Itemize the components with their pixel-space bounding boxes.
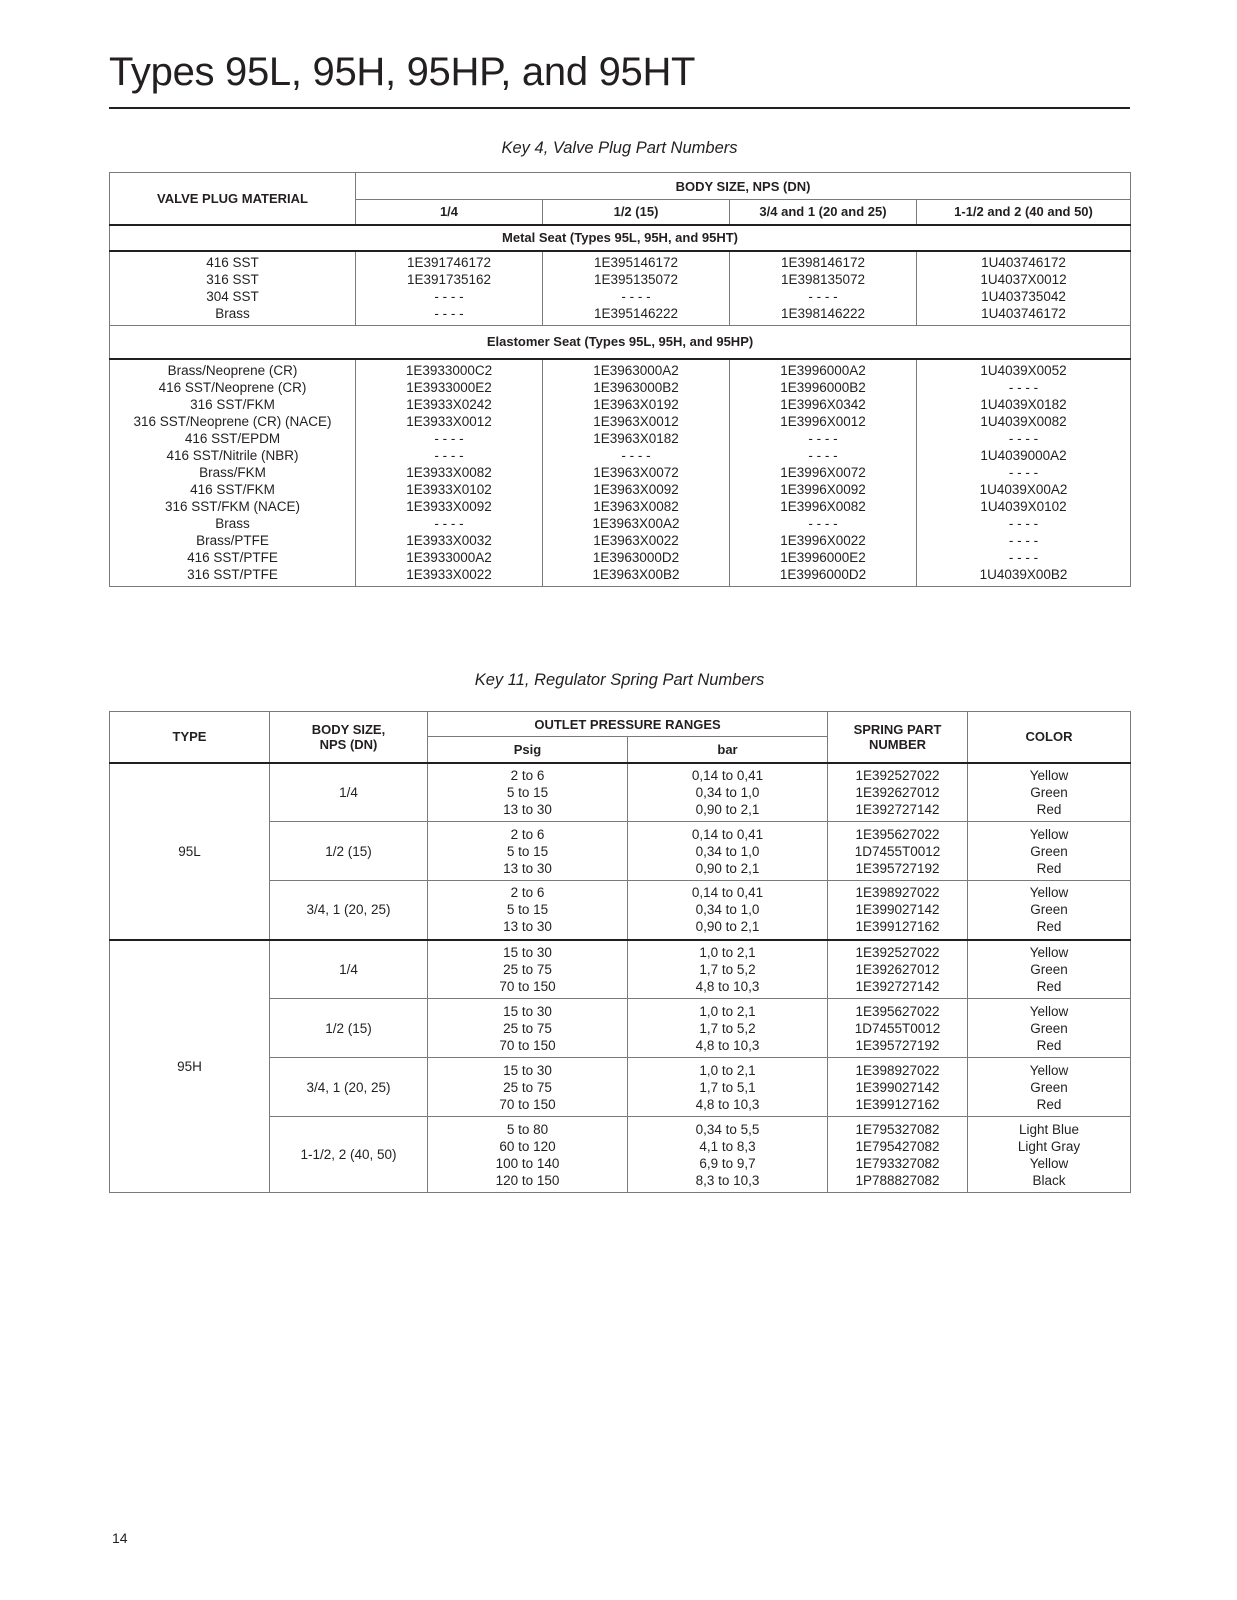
spring-part-number-cell	[828, 940, 968, 999]
cell-line: - - - -	[434, 431, 464, 447]
cell-line: 1E3933X0022	[406, 567, 492, 583]
cell-line: 5 to 15	[506, 843, 549, 859]
cell-line: 6,9 to 9,7	[699, 1155, 756, 1171]
cell-line: 1E395727192	[855, 860, 940, 876]
cell-line: 100 to 140	[495, 1155, 560, 1171]
cell-line: Green	[1030, 902, 1068, 918]
cell-line: 316 SST/FKM (NACE)	[164, 499, 301, 515]
cell-line: - - - -	[1008, 516, 1039, 532]
part-number-cell	[356, 359, 543, 587]
spring-part-number-cell	[828, 1117, 968, 1193]
bar-cell	[628, 940, 828, 999]
valve-plug-material-header: VALVE PLUG MATERIAL	[110, 173, 356, 225]
cell-line: 0,34 to 1,0	[695, 902, 760, 918]
cell-line: Yellow	[1029, 826, 1069, 842]
cell-line: 1U4039X00B2	[979, 567, 1068, 583]
cell-line: 1E398927022	[855, 885, 940, 901]
cell-line: 1E395727192	[855, 1037, 940, 1053]
cell-line: 1U4037X0012	[980, 272, 1067, 288]
cell-line: 316 SST/Neoprene (CR) (NACE)	[133, 414, 332, 430]
cell-line: 1E3996000B2	[780, 380, 866, 396]
cell-line: 70 to 150	[499, 1037, 556, 1053]
cell-line: 1,0 to 2,1	[699, 1062, 756, 1078]
cell-line: 1E3933000E2	[406, 380, 492, 396]
cell-line: 1E392727142	[855, 978, 940, 994]
cell-line: - - - -	[1008, 431, 1039, 447]
cell-line: - - - -	[1008, 550, 1039, 566]
cell-line: 1E395627022	[855, 826, 940, 842]
cell-line: 1P788827082	[855, 1172, 940, 1188]
cell-line: 1E3933X0092	[406, 499, 492, 515]
cell-line: 1D7455T0012	[854, 1020, 941, 1036]
cell-line: 316 SST	[206, 272, 259, 288]
cell-line: 1E3996X0342	[780, 397, 866, 413]
body-size-cell: 1/4	[270, 940, 428, 999]
cell-line: 1E795427082	[855, 1138, 940, 1154]
cell-line: 4,8 to 10,3	[695, 1037, 760, 1053]
spring-part-number-header: SPRING PART NUMBER	[828, 712, 968, 763]
cell-line: 1E3933X0102	[406, 482, 492, 498]
cell-line: 1E795327082	[855, 1121, 940, 1137]
page-title: Types 95L, 95H, 95HP, and 95HT	[109, 50, 696, 94]
cell-line: Brass/FKM	[199, 465, 266, 481]
cell-line: Yellow	[1029, 1003, 1069, 1019]
psig-cell	[428, 940, 628, 999]
bar-cell	[628, 881, 828, 940]
cell-line: 0,90 to 2,1	[695, 860, 760, 876]
cell-line: 1E3996000D2	[779, 567, 867, 583]
cell-line: 1E3996000E2	[780, 550, 866, 566]
cell-line: - - - -	[621, 289, 651, 305]
bar-cell	[628, 999, 828, 1058]
spring-part-number-cell	[828, 763, 968, 822]
cell-line: 1E395146172	[593, 255, 679, 271]
part-number-cell	[543, 359, 730, 587]
psig-cell	[428, 999, 628, 1058]
cell-line: 0,14 to 0,41	[691, 767, 764, 783]
cell-line: 416 SST/PTFE	[187, 550, 278, 566]
cell-line: 1E399127162	[855, 1096, 940, 1112]
cell-line: 416 SST/Nitrile (NBR)	[166, 448, 299, 464]
color-cell	[968, 1058, 1131, 1117]
cell-line: 5 to 15	[506, 784, 549, 800]
spring-part-number-cell	[828, 999, 968, 1058]
color-cell	[968, 940, 1131, 999]
cell-line: Black	[1032, 1172, 1066, 1188]
cell-line: 1E3963X0182	[593, 431, 679, 447]
cell-line: - - - -	[1008, 465, 1039, 481]
cell-line: 1E3996X0082	[780, 499, 866, 515]
cell-line: 1E3963X00A2	[592, 516, 680, 532]
cell-line: Brass	[215, 306, 250, 322]
cell-line: 0,90 to 2,1	[695, 919, 760, 935]
spring-part-number-cell	[828, 822, 968, 881]
cell-line: 1,0 to 2,1	[699, 944, 756, 960]
cell-line: 1E3963000B2	[593, 380, 679, 396]
cell-line: 15 to 30	[503, 944, 552, 960]
cell-line: 416 SST	[206, 255, 259, 271]
material-cell	[110, 251, 356, 326]
cell-line: Red	[1036, 860, 1062, 876]
cell-line: 1E3996X0022	[780, 533, 866, 549]
cell-line: 1U4039X0182	[980, 397, 1067, 413]
part-number-cell	[730, 359, 917, 587]
cell-line: - - - -	[434, 306, 464, 322]
cell-line: 1E3933X0242	[406, 397, 492, 413]
size-header: 3/4 and 1 (20 and 25)	[730, 200, 917, 225]
cell-line: 1U403735042	[981, 289, 1066, 305]
cell-line: 1,7 to 5,2	[699, 961, 756, 977]
cell-line: Red	[1036, 919, 1062, 935]
cell-line: Red	[1036, 801, 1062, 817]
part-number-cell	[917, 359, 1131, 587]
cell-line: 1E395146222	[593, 306, 679, 322]
size-header: 1/4	[356, 200, 543, 225]
size-header: 1-1/2 and 2 (40 and 50)	[917, 200, 1131, 225]
cell-line: - - - -	[434, 289, 464, 305]
cell-line: 70 to 150	[499, 1096, 556, 1112]
cell-line: Green	[1030, 843, 1068, 859]
valve-plug-table	[109, 172, 1131, 587]
cell-line: 0,34 to 5,5	[695, 1121, 760, 1137]
cell-line: - - - -	[808, 448, 838, 464]
cell-line: 1,0 to 2,1	[699, 1003, 756, 1019]
part-number-cell	[917, 251, 1131, 326]
body-size-cell: 1/2 (15)	[270, 822, 428, 881]
psig-cell	[428, 1058, 628, 1117]
cell-line: Yellow	[1029, 1062, 1069, 1078]
cell-line: 120 to 150	[495, 1172, 560, 1188]
cell-line: 0,90 to 2,1	[695, 801, 760, 817]
cell-line: 1E3963000D2	[592, 550, 680, 566]
cell-line: Brass/PTFE	[196, 533, 269, 549]
cell-line: 70 to 150	[499, 978, 556, 994]
cell-line: 25 to 75	[503, 961, 552, 977]
cell-line: 1E3933000C2	[405, 363, 493, 379]
valve-plug-table-caption: Key 4, Valve Plug Part Numbers	[501, 139, 738, 157]
size-header: 1/2 (15)	[543, 200, 730, 225]
cell-line: 1E398146222	[780, 306, 866, 322]
cell-line: 1E3963X0092	[593, 482, 679, 498]
cell-line: 1U4039X0052	[980, 363, 1067, 379]
cell-line: 1E3963X0192	[593, 397, 679, 413]
cell-line: 4,8 to 10,3	[695, 1096, 760, 1112]
cell-line: - - - -	[808, 431, 838, 447]
cell-line: 1E3933000A2	[406, 550, 492, 566]
title-rule	[109, 107, 1130, 109]
part-number-cell	[356, 251, 543, 326]
cell-line: 1E3996000A2	[780, 363, 866, 379]
cell-line: Yellow	[1029, 944, 1069, 960]
cell-line: Yellow	[1029, 1155, 1069, 1171]
cell-line: Green	[1030, 961, 1068, 977]
cell-line: Green	[1030, 1079, 1068, 1095]
cell-line: 15 to 30	[503, 1003, 552, 1019]
cell-line: 1E3963X0072	[593, 465, 679, 481]
cell-line: 1,7 to 5,2	[699, 1020, 756, 1036]
cell-line: 2 to 6	[510, 885, 545, 901]
cell-line: 1E3996X0012	[780, 414, 866, 430]
psig-header: Psig	[428, 737, 628, 763]
cell-line: Red	[1036, 978, 1062, 994]
type-header: TYPE	[110, 712, 270, 763]
body-size-cell: 1/2 (15)	[270, 999, 428, 1058]
cell-line: 1E3963X0082	[593, 499, 679, 515]
spring-row	[110, 940, 1131, 999]
cell-line: 1E3996X0072	[780, 465, 866, 481]
cell-line: Light Blue	[1018, 1121, 1080, 1137]
cell-line: 1E398135072	[780, 272, 866, 288]
psig-cell	[428, 763, 628, 822]
cell-line: 25 to 75	[503, 1079, 552, 1095]
cell-line: 316 SST/FKM	[190, 397, 275, 413]
psig-cell	[428, 881, 628, 940]
cell-line: Green	[1030, 784, 1068, 800]
cell-line: 25 to 75	[503, 1020, 552, 1036]
cell-line: Yellow	[1029, 767, 1069, 783]
cell-line: 1E391735162	[406, 272, 492, 288]
cell-line: 13 to 30	[503, 919, 552, 935]
body-size-header: BODY SIZE, NPS (DN)	[356, 173, 1131, 200]
spring-table	[109, 711, 1131, 1193]
cell-line: 1E392527022	[855, 944, 940, 960]
cell-line: 1E3963X00B2	[592, 567, 680, 583]
cell-line: 1E3963X0012	[593, 414, 679, 430]
cell-line: - - - -	[808, 289, 838, 305]
cell-line: Light Gray	[1017, 1138, 1081, 1154]
spring-row	[110, 763, 1131, 822]
cell-line: 1U403746172	[981, 255, 1066, 271]
cell-line: 1,7 to 5,1	[699, 1079, 756, 1095]
body-size-cell: 1-1/2, 2 (40, 50)	[270, 1117, 428, 1193]
body-size-header: BODY SIZE, NPS (DN)	[270, 712, 428, 763]
cell-line: 1E399027142	[855, 1079, 940, 1095]
cell-line: 1E3933X0082	[406, 465, 492, 481]
bar-header: bar	[628, 737, 828, 763]
cell-line: - - - -	[434, 448, 464, 464]
cell-line: - - - -	[621, 448, 651, 464]
cell-line: 1U4039X0082	[980, 414, 1067, 430]
part-number-cell	[543, 251, 730, 326]
type-cell: 95L	[110, 763, 270, 940]
bar-cell	[628, 822, 828, 881]
color-cell	[968, 999, 1131, 1058]
cell-line: 1U403746172	[981, 306, 1066, 322]
color-header: COLOR	[968, 712, 1131, 763]
spring-table-body	[110, 763, 1131, 1193]
cell-line: 5 to 15	[506, 902, 549, 918]
cell-line: 304 SST	[206, 289, 259, 305]
cell-line: 1E398927022	[855, 1062, 940, 1078]
spring-part-number-cell	[828, 881, 968, 940]
cell-line: 1E395135072	[593, 272, 679, 288]
cell-line: 1E391746172	[406, 255, 492, 271]
cell-line: 416 SST/FKM	[190, 482, 275, 498]
bar-cell	[628, 1117, 828, 1193]
spring-part-number-cell	[828, 1058, 968, 1117]
cell-line: 1E3933X0012	[406, 414, 492, 430]
color-cell	[968, 822, 1131, 881]
cell-line: Brass/Neoprene (CR)	[167, 363, 298, 379]
outlet-pressure-header: OUTLET PRESSURE RANGES	[428, 712, 828, 737]
cell-line: - - - -	[1008, 380, 1039, 396]
spring-table-caption: Key 11, Regulator Spring Part Numbers	[474, 671, 765, 689]
cell-line: 1E392727142	[855, 801, 940, 817]
cell-line: 1D7455T0012	[854, 843, 941, 859]
cell-line: Yellow	[1029, 885, 1069, 901]
cell-line: 4,8 to 10,3	[695, 978, 760, 994]
cell-line: 2 to 6	[510, 767, 545, 783]
bar-cell	[628, 763, 828, 822]
cell-line: 1E793327082	[855, 1155, 940, 1171]
material-cell	[110, 359, 356, 587]
cell-line: - - - -	[434, 516, 464, 532]
cell-line: 1E399027142	[855, 902, 940, 918]
elastomer-seat-heading: Elastomer Seat (Types 95L, 95H, and 95HP)	[110, 326, 1131, 359]
body-size-cell: 3/4, 1 (20, 25)	[270, 881, 428, 940]
cell-line: 1U4039X0102	[980, 499, 1067, 515]
part-number-cell	[730, 251, 917, 326]
metal-seat-heading: Metal Seat (Types 95L, 95H, and 95HT)	[110, 225, 1131, 251]
cell-line: 416 SST/EPDM	[184, 431, 281, 447]
cell-line: Red	[1036, 1096, 1062, 1112]
psig-cell	[428, 1117, 628, 1193]
cell-line: 1E398146172	[780, 255, 866, 271]
cell-line: Green	[1030, 1020, 1068, 1036]
cell-line: 5 to 80	[506, 1121, 549, 1137]
cell-line: 1E392627012	[855, 784, 940, 800]
cell-line: Red	[1036, 1037, 1062, 1053]
cell-line: Brass	[215, 516, 250, 532]
psig-cell	[428, 822, 628, 881]
cell-line: 1E3996X0092	[780, 482, 866, 498]
cell-line: 0,34 to 1,0	[695, 843, 760, 859]
color-cell	[968, 881, 1131, 940]
cell-line: 0,14 to 0,41	[691, 885, 764, 901]
cell-line: 8,3 to 10,3	[695, 1172, 760, 1188]
cell-line: 15 to 30	[503, 1062, 552, 1078]
page-number: 14	[112, 1530, 128, 1546]
cell-line: - - - -	[1008, 533, 1039, 549]
body-size-cell: 3/4, 1 (20, 25)	[270, 1058, 428, 1117]
cell-line: 0,34 to 1,0	[695, 784, 760, 800]
cell-line: 1E3963000A2	[593, 363, 679, 379]
cell-line: - - - -	[808, 516, 838, 532]
cell-line: 1E399127162	[855, 919, 940, 935]
cell-line: 1E3933X0032	[406, 533, 492, 549]
cell-line: 1E392527022	[855, 767, 940, 783]
cell-line: 1U4039000A2	[980, 448, 1067, 464]
cell-line: 0,14 to 0,41	[691, 826, 764, 842]
type-cell: 95H	[110, 940, 270, 1193]
cell-line: 1E395627022	[855, 1003, 940, 1019]
cell-line: 13 to 30	[503, 860, 552, 876]
cell-line: 1E392627012	[855, 961, 940, 977]
cell-line: 1U4039X00A2	[979, 482, 1068, 498]
cell-line: 13 to 30	[503, 801, 552, 817]
cell-line: 2 to 6	[510, 826, 545, 842]
color-cell	[968, 763, 1131, 822]
bar-cell	[628, 1058, 828, 1117]
cell-line: 1E3963X0022	[593, 533, 679, 549]
body-size-cell: 1/4	[270, 763, 428, 822]
cell-line: 416 SST/Neoprene (CR)	[158, 380, 307, 396]
cell-line: 60 to 120	[499, 1138, 556, 1154]
cell-line: 4,1 to 8,3	[699, 1138, 756, 1154]
color-cell	[968, 1117, 1131, 1193]
cell-line: 316 SST/PTFE	[187, 567, 278, 583]
